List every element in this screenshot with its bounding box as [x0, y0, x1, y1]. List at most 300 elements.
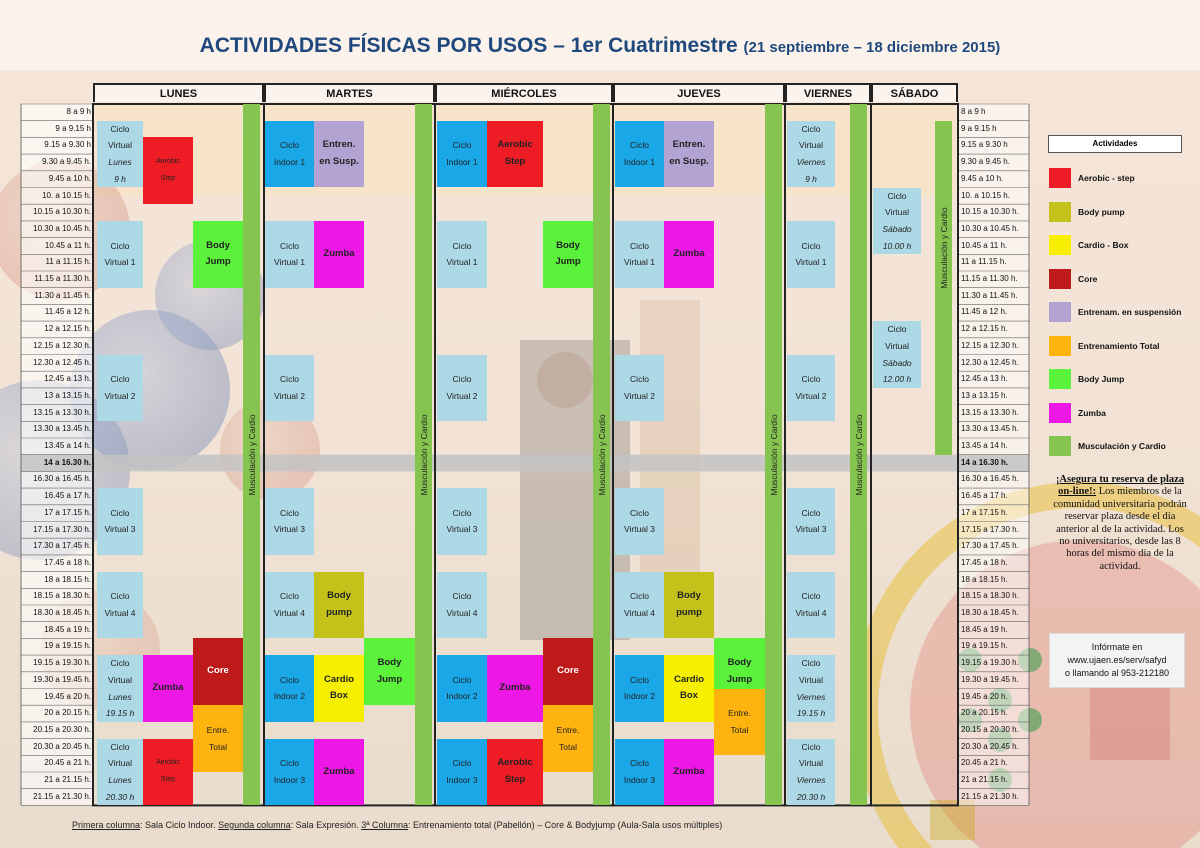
- activity-text: pump: [676, 606, 702, 618]
- activity-block-mar-ciclo-4: [265, 488, 314, 555]
- activity-block-lun-entre-total: [193, 705, 243, 772]
- legend-label: Body pump: [1078, 206, 1125, 217]
- activity-block-mar-ciclo-2: [265, 221, 314, 288]
- activity-text: Indoor 2: [273, 691, 306, 702]
- activity-text: Indoor 3: [273, 774, 306, 785]
- activity-text: Virtual: [108, 758, 132, 769]
- musculacion-label: Musculación y Cardio: [596, 414, 607, 496]
- activity-block-jue-entre-total: [714, 689, 765, 756]
- footer-col3-text: : Entrenamiento total (Pabellón) – Core & Bodyjump (Aula-Sala usos múltiples): [408, 820, 723, 830]
- activity-text: Virtual 2: [273, 390, 306, 401]
- reservation-body: Los miembros de la comunidad universitaria podrán reservar plaza desde el día anterior al de la actividad. Los no universitarios, desde las 8 horas del mismo día de la actividad.: [1053, 486, 1187, 572]
- time-label-right: 9.45 a 10 h.: [961, 173, 1004, 183]
- activity-text: Indoor 1: [623, 157, 656, 168]
- activity-block-mar-ciclo-1: [265, 121, 314, 188]
- activity-text: Entre.: [728, 708, 751, 719]
- time-label-right: 18.45 a 19 h.: [961, 624, 1008, 634]
- activity-block-lun-ciclo-4: [97, 488, 143, 555]
- legend-label: Core: [1078, 273, 1098, 284]
- activity-text: Ciclo: [801, 123, 821, 134]
- musculacion-label: Musculación y Cardio: [938, 206, 949, 289]
- legend-swatch: [1049, 369, 1071, 389]
- activity-block-jue-ciclo-2: [615, 221, 664, 288]
- legend-label: Body Jump: [1078, 374, 1125, 384]
- musculacion-label: Musculación y Cardio: [418, 414, 429, 496]
- time-label-left: 21 a 21.15 h.: [44, 775, 91, 784]
- activity-text: Ciclo: [452, 240, 472, 251]
- activity-block-jue-zumba-2: [664, 739, 714, 806]
- time-label-right: 10.30 a 10.45 h.: [961, 223, 1019, 233]
- activity-text: Step: [504, 156, 526, 168]
- activity-block-mie-zumba-1: [487, 655, 543, 722]
- activity-text: 10.00 h: [882, 240, 912, 251]
- time-label-right: 19 a 19.15 h.: [961, 641, 1008, 651]
- footer-col1-text: : Sala Ciclo Indoor.: [140, 820, 219, 830]
- activity-block-lun-ciclo-2: [97, 221, 143, 288]
- activity-text: 12.00 h: [882, 374, 912, 385]
- info-phone: o llamando al 953-212180: [1064, 668, 1170, 678]
- activity-text: Ciclo: [630, 758, 649, 769]
- musculacion-bar: [850, 104, 867, 805]
- musculacion-label: Musculación y Cardio: [768, 414, 779, 496]
- activity-text: Ciclo: [452, 758, 472, 769]
- time-label-right: 17.15 a 17.30 h.: [961, 524, 1019, 534]
- activity-block-mie-aerobic-1: [487, 121, 543, 188]
- activity-text: 20.30 h: [105, 791, 135, 802]
- activity-block-jue-ciclo-5: [615, 572, 664, 639]
- activity-block-mar-ciclo-5: [265, 572, 314, 639]
- activity-text: Ciclo: [801, 591, 821, 602]
- time-label-right: 9.15 a 9.30 h: [961, 140, 1008, 150]
- activity-text: Virtual 3: [104, 524, 136, 535]
- activity-block-jue-ciclo-6: [615, 655, 664, 722]
- time-label-right: 17 a 17.15 h.: [961, 507, 1008, 517]
- activity-block-jue-ciclo-1: [615, 121, 664, 188]
- time-label-right: 17.30 a 17.45 h.: [961, 541, 1019, 551]
- activity-text: Viernes: [796, 691, 826, 702]
- activity-text: Aerobic: [156, 158, 180, 166]
- time-label-left: 20.15 a 20.30 h.: [33, 724, 91, 734]
- activity-block-mar-bodyjump-1: [364, 638, 415, 705]
- activity-text: Indoor 3: [623, 774, 656, 785]
- activity-text: Zumba: [673, 765, 705, 777]
- activity-text: Virtual 2: [623, 390, 656, 401]
- time-label-right: 13.15 a 13.30 h.: [961, 407, 1019, 417]
- activity-text: Indoor 3: [446, 774, 478, 785]
- activity-text: Ciclo: [801, 741, 821, 752]
- time-label-left: 11 a 11.15 h.: [45, 257, 91, 267]
- time-label-right: 20 a 20.15 h.: [961, 708, 1008, 718]
- legend-label: Cardio - Box: [1078, 240, 1129, 250]
- activity-text: Ciclo: [630, 674, 649, 685]
- title-main: ACTIVIDADES FÍSICAS POR USOS – 1er Cuatrimestre: [199, 34, 738, 57]
- activity-text: Sábado: [882, 223, 912, 234]
- time-label-left: 16.45 a 17 h.: [44, 491, 91, 501]
- activity-block-lun-bodyjump-1: [193, 221, 243, 288]
- legend-item: [1049, 336, 1160, 356]
- time-label-left: 12.15 a 12.30 h.: [33, 340, 91, 350]
- activity-text: Ciclo: [110, 240, 130, 251]
- activity-text: Body: [327, 590, 351, 602]
- activity-text: Ciclo: [110, 507, 130, 518]
- activity-text: Virtual: [108, 674, 132, 685]
- time-label-right: 19.45 a 20 h.: [961, 691, 1008, 701]
- activity-text: Indoor 1: [273, 157, 306, 168]
- legend-swatch: [1049, 336, 1071, 356]
- activity-block-vie-ciclo-7: [787, 739, 835, 806]
- activity-block-jue-ciclo-3: [615, 355, 664, 422]
- legend-swatch: [1049, 235, 1071, 255]
- activity-text: Total: [209, 741, 227, 752]
- activity-block-mar-ciclo-6: [265, 655, 314, 722]
- activity-block-lun-core: [193, 638, 243, 705]
- time-label-right: 14 a 16.30 h.: [961, 457, 1009, 467]
- activity-text: Total: [730, 724, 749, 735]
- activity-text: Virtual 4: [795, 607, 827, 618]
- time-label-right: 10.45 a 11 h.: [961, 240, 1008, 250]
- time-label-right: 13.45 a 14 h.: [961, 441, 1008, 450]
- time-label-left: 11.30 a 11.45 h.: [34, 290, 91, 300]
- activity-text: Aerobic: [497, 139, 533, 151]
- time-label-left: 19 a 19.15 h.: [44, 641, 91, 651]
- activity-block-mar-entren-1: [314, 121, 364, 188]
- activity-text: Ciclo: [452, 674, 472, 685]
- activity-text: Ciclo: [801, 507, 821, 518]
- time-label-left: 12.30 a 12.45 h.: [33, 357, 91, 367]
- activity-block-mie-ciclo-3: [437, 355, 487, 422]
- activity-text: Body: [727, 657, 752, 669]
- activity-text: Virtual 4: [273, 607, 306, 618]
- footer-col3-label: 3ª Columna: [361, 820, 409, 830]
- legend-label: Aerobic - step: [1078, 173, 1135, 183]
- activity-text: 20.30 h: [796, 791, 826, 802]
- activity-block-lun-ciclo-6: [97, 655, 143, 722]
- activity-block-mie-ciclo-6: [437, 655, 487, 722]
- activity-text: Ciclo: [452, 507, 472, 518]
- activity-text: 9 h: [805, 173, 817, 184]
- time-label-left: 9 a 9.15 h: [55, 123, 91, 133]
- time-label-left: 19.15 a 19.30 h.: [33, 658, 91, 668]
- activity-text: Virtual 2: [104, 390, 136, 401]
- activity-text: Ciclo: [280, 240, 299, 251]
- activity-block-mar-ciclo-7: [265, 739, 314, 806]
- time-label-right: 11.45 a 12 h.: [961, 307, 1008, 317]
- day-header-3: JUEVES: [613, 83, 785, 102]
- activity-text: Virtual: [799, 674, 823, 685]
- time-label-right: 9.30 a 9.45 h.: [961, 157, 1010, 167]
- activity-text: Ciclo: [110, 591, 130, 602]
- activity-text: Body: [556, 239, 580, 251]
- activity-text: Virtual 3: [446, 524, 478, 535]
- legend-label: Entrenam. en suspensión: [1078, 307, 1182, 317]
- activity-text: Ciclo: [452, 591, 472, 602]
- activity-text: Body: [377, 657, 402, 669]
- activity-text: Box: [330, 690, 348, 702]
- day-header-1: MARTES: [264, 83, 435, 102]
- title-dates: (21 septiembre – 18 diciembre 2015): [743, 39, 1001, 56]
- activity-block-mie-ciclo-5: [437, 572, 487, 639]
- activity-block-jue-zumba-1: [664, 221, 714, 288]
- activity-text: Zumba: [323, 247, 355, 259]
- activity-block-lun-aerobic-1: [143, 137, 193, 204]
- musculacion-bar: [243, 104, 260, 805]
- time-label-right: 12 a 12.15 h.: [961, 324, 1008, 334]
- legend-swatch: [1049, 168, 1071, 188]
- time-label-left: 17.45 a 18 h.: [44, 557, 91, 567]
- time-label-left: 10. a 10.15 h.: [42, 190, 91, 200]
- activity-block-mie-ciclo-7: [437, 739, 487, 806]
- activity-block-sab-ciclo-1: [873, 188, 921, 255]
- time-label-left: 18.30 a 18.45 h.: [33, 608, 91, 617]
- time-label-left: 12.45 a 13 h.: [44, 374, 91, 384]
- activity-text: Entren.: [322, 139, 356, 151]
- grid-rect: [21, 455, 1029, 472]
- activity-text: Ciclo: [801, 374, 821, 385]
- activity-text: Ciclo: [801, 240, 821, 251]
- activity-text: Jump: [205, 256, 231, 268]
- activity-text: Lunes: [108, 775, 132, 785]
- time-label-right: 18 a 18.15 h.: [961, 574, 1008, 584]
- activity-text: Virtual 2: [446, 390, 478, 401]
- time-label-right: 12.15 a 12.30 h.: [961, 340, 1019, 350]
- activity-block-lun-ciclo-7: [97, 739, 143, 806]
- activity-block-jue-bodypump-1: [664, 572, 714, 639]
- time-label-left: 13.30 a 13.45 h.: [33, 424, 91, 434]
- time-label-left: 13.15 a 13.30 h.: [33, 407, 91, 417]
- activity-text: Virtual 4: [623, 607, 656, 618]
- legend-swatch: [1049, 436, 1071, 456]
- activity-text: Jump: [376, 673, 403, 685]
- time-label-left: 9.45 a 10 h.: [48, 173, 91, 183]
- time-label-right: 20.45 a 21 h.: [961, 758, 1008, 768]
- time-label-left: 14 a 16.30 h.: [43, 457, 91, 467]
- time-label-right: 16.45 a 17 h.: [961, 491, 1008, 501]
- legend: [1048, 135, 1182, 451]
- activity-block-jue-cardio-1: [664, 655, 714, 722]
- activity-block-vie-ciclo-3: [787, 355, 835, 422]
- activity-block-mie-aerobic-2: [487, 739, 543, 806]
- activity-text: Virtual 1: [795, 257, 827, 268]
- activity-text: Ciclo: [801, 658, 821, 669]
- legend-label: Musculación y Cardio: [1078, 441, 1166, 451]
- activity-block-mar-cardio-1: [314, 655, 364, 722]
- legend-label: Entrenamiento Total: [1078, 340, 1160, 351]
- activity-block-mie-entre-total: [543, 705, 593, 772]
- time-label-right: 19.15 a 19.30 h.: [961, 658, 1019, 668]
- activity-text: Ciclo: [887, 190, 907, 201]
- activity-text: Step: [504, 773, 526, 785]
- activity-block-lun-ciclo-5: [97, 572, 143, 639]
- activity-text: Virtual: [799, 758, 823, 769]
- info-url: www.ujaen.es/serv/safyd: [1067, 655, 1167, 665]
- time-label-right: 21 a 21.15 h.: [961, 775, 1008, 784]
- footer-col2-label: Segunda columna: [218, 820, 291, 830]
- time-label-left: 17.15 a 17.30 h.: [33, 524, 91, 534]
- time-label-right: 19.30 a 19.45 h.: [961, 674, 1019, 684]
- day-header-4: VIERNES: [785, 83, 871, 102]
- legend-label: Zumba: [1078, 407, 1106, 418]
- musculacion-label: Musculación y Cardio: [853, 414, 864, 496]
- activity-text: Virtual 3: [795, 524, 827, 535]
- activity-text: Ciclo: [452, 140, 472, 151]
- reservation-notice: [1051, 474, 1189, 573]
- activity-text: Ciclo: [452, 374, 472, 385]
- activity-block-lun-ciclo-1: [97, 121, 143, 188]
- time-label-left: 13 a 13.15 h.: [44, 390, 91, 400]
- activity-text: Indoor 2: [623, 691, 656, 702]
- time-label-left: 10.15 a 10.30 h.: [33, 207, 91, 217]
- activity-text: Ciclo: [630, 140, 649, 151]
- activity-text: Cardio: [323, 673, 355, 685]
- activity-text: Virtual 1: [273, 257, 306, 268]
- activity-block-sab-ciclo-2: [873, 321, 921, 388]
- legend-item: [1049, 436, 1166, 456]
- activity-text: Ciclo: [110, 123, 130, 134]
- musculacion-bar-saturday: [935, 121, 952, 455]
- time-label-left: 17 a 17.15 h.: [44, 507, 91, 517]
- time-label-right: 13 a 13.15 h.: [961, 390, 1008, 400]
- time-label-left: 20.30 a 20.45 h.: [33, 741, 91, 751]
- activity-text: Step: [160, 775, 176, 783]
- activity-block-mar-bodypump-1: [314, 572, 364, 639]
- time-label-right: 18.30 a 18.45 h.: [961, 608, 1019, 617]
- legend-swatch: [1049, 202, 1071, 222]
- activity-text: Virtual 1: [446, 257, 478, 268]
- activity-text: Total: [559, 741, 577, 752]
- time-label-left: 17.30 a 17.45 h.: [33, 541, 91, 551]
- activity-text: en Susp.: [319, 156, 359, 168]
- activity-text: Lunes: [108, 157, 132, 168]
- time-label-right: 12.45 a 13 h.: [961, 374, 1008, 384]
- legend-swatch: [1049, 269, 1071, 289]
- activity-text: Viernes: [796, 775, 826, 785]
- activity-text: Indoor 2: [446, 691, 478, 702]
- activity-text: Virtual 1: [623, 257, 656, 268]
- time-label-right: 11.30 a 11.45 h.: [961, 290, 1018, 300]
- musculacion-label: Musculación y Cardio: [246, 414, 257, 496]
- activity-block-mie-ciclo-1: [437, 121, 487, 188]
- time-label-left: 13.45 a 14 h.: [44, 441, 91, 450]
- legend-title: Actividades: [1048, 135, 1182, 153]
- activity-text: Ciclo: [280, 374, 299, 385]
- activity-text: Entre.: [556, 724, 580, 735]
- time-label-left: 18 a 18.15 h.: [44, 574, 91, 584]
- activity-text: Virtual 3: [623, 524, 656, 535]
- time-label-right: 9 a 9.15 h: [961, 123, 997, 133]
- legend-item: [1049, 168, 1135, 188]
- musculacion-bar: [765, 104, 782, 805]
- activity-text: Aerobic: [497, 757, 533, 769]
- activity-text: Ciclo: [887, 324, 907, 335]
- time-label-left: 20.45 a 21 h.: [44, 758, 91, 768]
- time-label-left: 10.30 a 10.45 h.: [33, 223, 91, 233]
- activity-block-mie-ciclo-4: [437, 488, 487, 555]
- activity-block-mie-ciclo-2: [437, 221, 487, 288]
- time-label-right: 10. a 10.15 h.: [961, 190, 1010, 200]
- time-label-left: 9.30 a 9.45 h.: [42, 157, 91, 167]
- activity-text: Body: [677, 590, 701, 602]
- activity-text: Ciclo: [280, 758, 299, 769]
- activity-text: 19.15 h: [105, 708, 135, 719]
- activity-text: Ciclo: [630, 507, 649, 518]
- activity-text: Ciclo: [110, 374, 130, 385]
- activity-text: Zumba: [152, 682, 184, 694]
- activity-block-vie-ciclo-2: [787, 221, 835, 288]
- activity-text: Virtual: [799, 140, 823, 151]
- legend-item: [1049, 269, 1097, 289]
- time-label-right: 8 a 9 h: [961, 107, 986, 116]
- activity-block-lun-aerobic-2: [143, 739, 193, 806]
- time-label-left: 16.30 a 16.45 h.: [33, 474, 91, 484]
- activity-text: Step: [160, 174, 176, 182]
- time-label-left: 19.30 a 19.45 h.: [33, 674, 91, 684]
- activity-text: Box: [680, 690, 698, 702]
- activity-text: Aerobic: [156, 759, 180, 767]
- activity-text: Virtual: [108, 140, 132, 151]
- reservation-heading: ¡Asegura tu reserva de plaza on-line!:: [1055, 474, 1185, 498]
- day-header-5: SÁBADO: [871, 83, 958, 102]
- activity-text: Ciclo: [280, 674, 299, 685]
- time-label-right: 10.15 a 10.30 h.: [961, 207, 1019, 217]
- activity-text: Ciclo: [110, 741, 130, 752]
- activity-text: Virtual 4: [446, 607, 478, 618]
- activity-text: Body: [206, 239, 230, 251]
- time-label-left: 19.45 a 20 h.: [44, 691, 91, 701]
- activity-block-mie-core: [543, 638, 593, 705]
- legend-swatch: [1049, 302, 1071, 322]
- activity-block-vie-ciclo-1: [787, 121, 835, 188]
- legend-item: [1049, 369, 1124, 389]
- legend-item: [1049, 202, 1125, 222]
- activity-block-mie-bodyjump-1: [543, 221, 593, 288]
- activity-text: 9 h: [114, 173, 126, 184]
- legend-swatch: [1049, 403, 1071, 423]
- activity-text: Jump: [555, 256, 581, 268]
- time-label-left: 12 a 12.15 h.: [44, 324, 91, 334]
- activity-block-jue-ciclo-4: [615, 488, 664, 555]
- activity-text: 19.15 h: [796, 708, 826, 719]
- activity-block-mar-zumba-1: [314, 221, 364, 288]
- time-label-left: 10.45 a 11 h.: [44, 240, 91, 250]
- legend-item: [1049, 235, 1129, 255]
- activity-block-mar-zumba-2: [314, 739, 364, 806]
- time-label-right: 16.30 a 16.45 h.: [961, 474, 1019, 484]
- activity-block-jue-ciclo-7: [615, 739, 664, 806]
- activity-text: Cardio: [673, 673, 705, 685]
- time-label-right: 17.45 a 18 h.: [961, 557, 1008, 567]
- activity-text: Core: [207, 665, 229, 677]
- activity-text: Virtual: [885, 340, 909, 351]
- activity-block-jue-entren-1: [664, 121, 714, 188]
- activity-text: Ciclo: [280, 140, 299, 151]
- activity-text: en Susp.: [669, 156, 709, 168]
- time-label-right: 12.30 a 12.45 h.: [961, 357, 1019, 367]
- activity-block-vie-ciclo-5: [787, 572, 835, 639]
- activity-text: Zumba: [499, 682, 531, 694]
- time-label-left: 8 a 9 h: [66, 107, 91, 116]
- activity-text: Ciclo: [630, 374, 649, 385]
- footer-col1-label: Primera columna: [72, 820, 141, 830]
- footer-col2-text: : Sala Expresión.: [290, 820, 362, 830]
- footer-note: [72, 820, 722, 830]
- activity-text: Core: [557, 665, 579, 677]
- time-label-left: 11.45 a 12 h.: [44, 307, 91, 317]
- legend-item: [1049, 302, 1181, 322]
- activity-text: Virtual 3: [273, 524, 306, 535]
- time-label-right: 13.30 a 13.45 h.: [961, 424, 1019, 434]
- activity-block-lun-zumba-1: [143, 655, 193, 722]
- time-label-left: 18.15 a 18.30 h.: [33, 591, 91, 601]
